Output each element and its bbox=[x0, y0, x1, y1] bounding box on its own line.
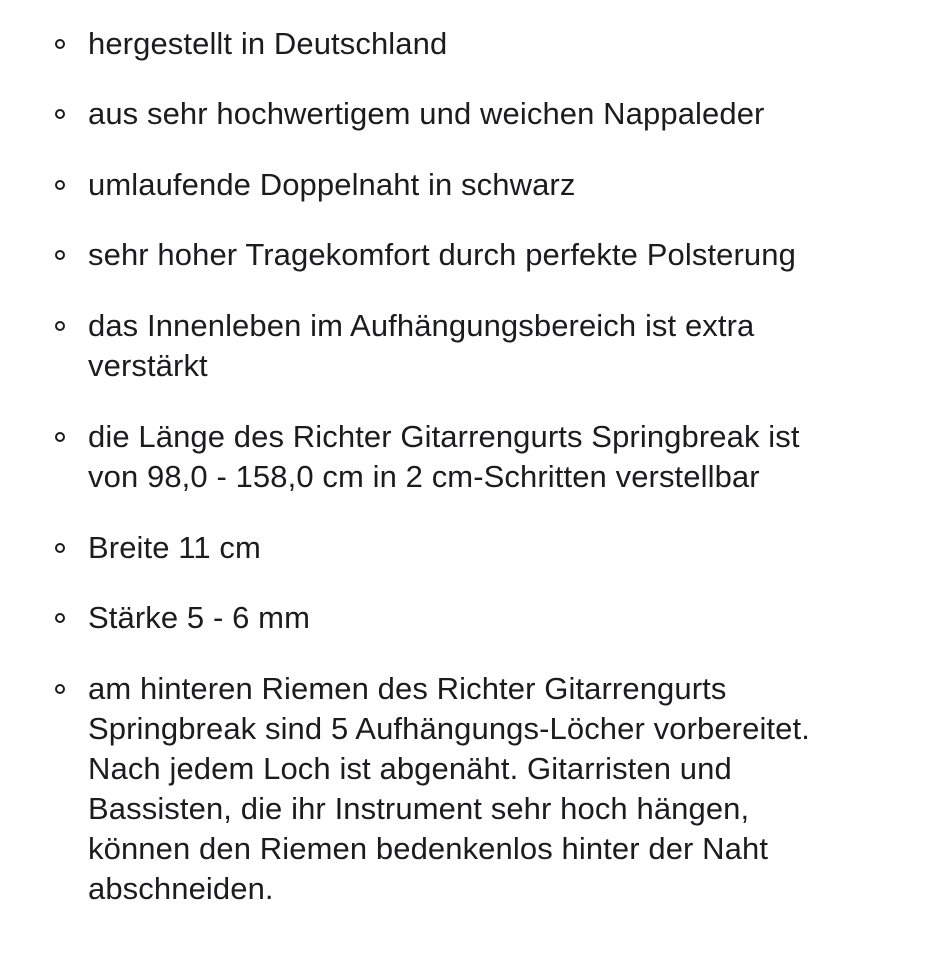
circle-bullet-icon bbox=[55, 109, 65, 119]
circle-bullet-icon bbox=[55, 684, 65, 694]
list-item-text: Breite 11 cm bbox=[88, 530, 261, 565]
list-item-text: die Länge des Richter Gitarrengurts Springbreak ist von 98,0 - 158,0 cm in 2 cm-Schritten verstellbar bbox=[88, 419, 800, 494]
circle-bullet-icon bbox=[55, 250, 65, 260]
circle-bullet-icon bbox=[55, 432, 65, 442]
circle-bullet-icon bbox=[55, 180, 65, 190]
circle-bullet-icon bbox=[55, 543, 65, 553]
list-item-text: Stärke 5 - 6 mm bbox=[88, 600, 310, 635]
list-item-text: umlaufende Doppelnaht in schwarz bbox=[88, 167, 576, 202]
circle-bullet-icon bbox=[55, 321, 65, 331]
list-item-text: hergestellt in Deutschland bbox=[88, 26, 448, 61]
list-item-text: am hinteren Riemen des Richter Gitarrengurts Springbreak sind 5 Aufhängungs-Löcher vorbereitet. Nach jedem Loch ist abgenäht. Gitarristen und Bassisten, die ihr Instrument sehr hoch hängen, können den Riemen bedenkenlos hinter der Naht abschneiden. bbox=[88, 671, 810, 906]
list-item-text: das Innenleben im Aufhängungsbereich ist extra verstärkt bbox=[88, 308, 755, 383]
circle-bullet-icon bbox=[55, 613, 65, 623]
list-item-text: aus sehr hochwertigem und weichen Nappaleder bbox=[88, 96, 765, 131]
circle-bullet-icon bbox=[55, 39, 65, 49]
list-item-text: sehr hoher Tragekomfort durch perfekte Polsterung bbox=[88, 237, 796, 272]
